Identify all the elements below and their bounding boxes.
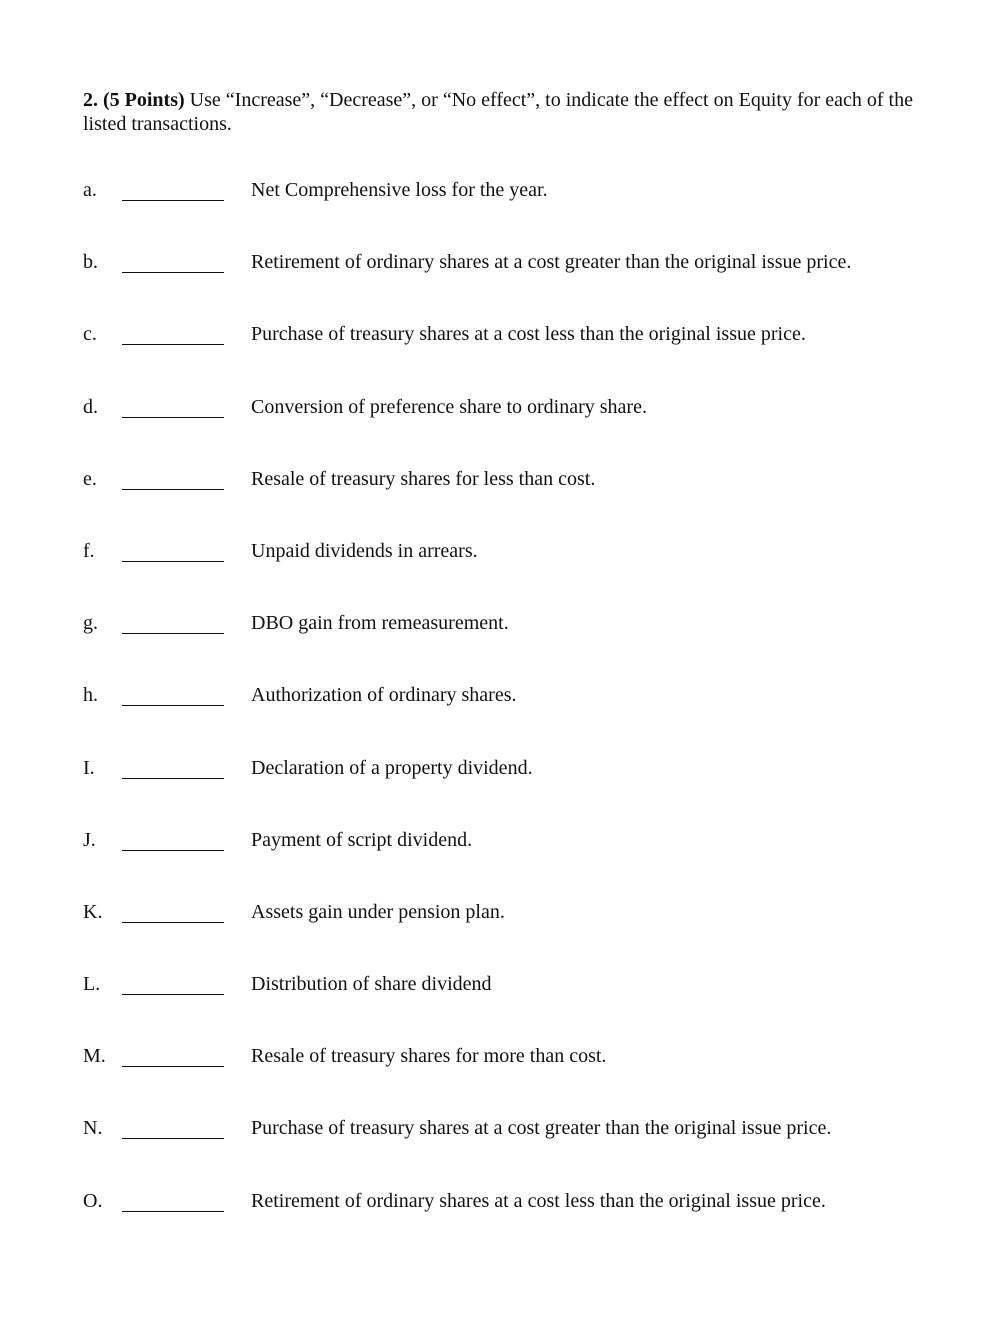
list-item xyxy=(83,465,963,537)
answer-blank[interactable] xyxy=(122,1138,224,1139)
item-label: d. xyxy=(83,395,98,418)
item-label: a. xyxy=(83,179,97,201)
answer-blank[interactable] xyxy=(122,994,224,995)
list-item xyxy=(83,393,963,465)
transaction-text: Retirement of ordinary shares at a cost greater than the original issue price. xyxy=(251,251,852,274)
transaction-text: Assets gain under pension plan. xyxy=(251,900,505,923)
transaction-text: Conversion of preference share to ordinary share. xyxy=(251,395,647,418)
item-label: I. xyxy=(83,756,95,779)
list-item xyxy=(83,609,963,681)
item-label: c. xyxy=(83,323,97,346)
item-label: b. xyxy=(83,251,98,274)
item-label: M. xyxy=(83,1045,106,1068)
transaction-text: Authorization of ordinary shares. xyxy=(251,684,517,707)
item-label: O. xyxy=(83,1189,103,1212)
list-item xyxy=(83,826,963,898)
list-item xyxy=(83,898,963,970)
item-label: f. xyxy=(83,539,95,562)
transaction-text: Payment of script dividend. xyxy=(251,828,473,851)
answer-blank[interactable] xyxy=(122,1211,224,1212)
list-item xyxy=(83,1187,963,1259)
item-label: J. xyxy=(83,828,96,851)
answer-blank[interactable] xyxy=(122,922,224,923)
transaction-text: Purchase of treasury shares at a cost greater than the original issue price. xyxy=(251,1117,832,1140)
list-item xyxy=(83,970,963,1042)
transaction-text: Distribution of share dividend xyxy=(251,973,492,996)
list-item xyxy=(83,176,963,248)
item-label: L. xyxy=(83,973,101,996)
answer-blank[interactable] xyxy=(122,633,224,634)
list-item xyxy=(83,754,963,826)
item-label: g. xyxy=(83,612,98,635)
answer-blank[interactable] xyxy=(122,272,224,273)
transaction-list xyxy=(83,176,963,1259)
answer-blank[interactable] xyxy=(122,778,224,779)
answer-blank[interactable] xyxy=(122,561,224,562)
item-label: e. xyxy=(83,467,97,490)
answer-blank[interactable] xyxy=(122,200,224,201)
transaction-text: DBO gain from remeasurement. xyxy=(251,612,509,635)
item-label: N. xyxy=(83,1117,103,1140)
question-instructions: Use “Increase”, “Decrease”, or “No effect”, to indicate the effect on Equity for each of the listed transactions. xyxy=(83,89,913,135)
transaction-text: Retirement of ordinary shares at a cost less than the original issue price. xyxy=(251,1189,826,1212)
transaction-text: Resale of treasury shares for less than cost. xyxy=(251,467,596,490)
question-prompt xyxy=(83,88,913,136)
list-item xyxy=(83,320,963,392)
list-item xyxy=(83,1042,963,1114)
item-label: K. xyxy=(83,900,103,923)
list-item xyxy=(83,1114,963,1186)
question-number-points: 2. (5 Points) xyxy=(83,89,185,111)
answer-blank[interactable] xyxy=(122,1066,224,1067)
answer-blank[interactable] xyxy=(122,489,224,490)
answer-blank[interactable] xyxy=(122,705,224,706)
list-item xyxy=(83,537,963,609)
answer-blank[interactable] xyxy=(122,417,224,418)
transaction-text: Declaration of a property dividend. xyxy=(251,756,533,779)
transaction-text: Purchase of treasury shares at a cost less than the original issue price. xyxy=(251,323,806,346)
transaction-text: Net Comprehensive loss for the year. xyxy=(251,179,548,201)
transaction-text: Unpaid dividends in arrears. xyxy=(251,539,478,562)
transaction-text: Resale of treasury shares for more than cost. xyxy=(251,1045,607,1068)
item-label: h. xyxy=(83,684,98,707)
answer-blank[interactable] xyxy=(122,850,224,851)
list-item xyxy=(83,681,963,753)
answer-blank[interactable] xyxy=(122,344,224,345)
list-item xyxy=(83,248,963,320)
